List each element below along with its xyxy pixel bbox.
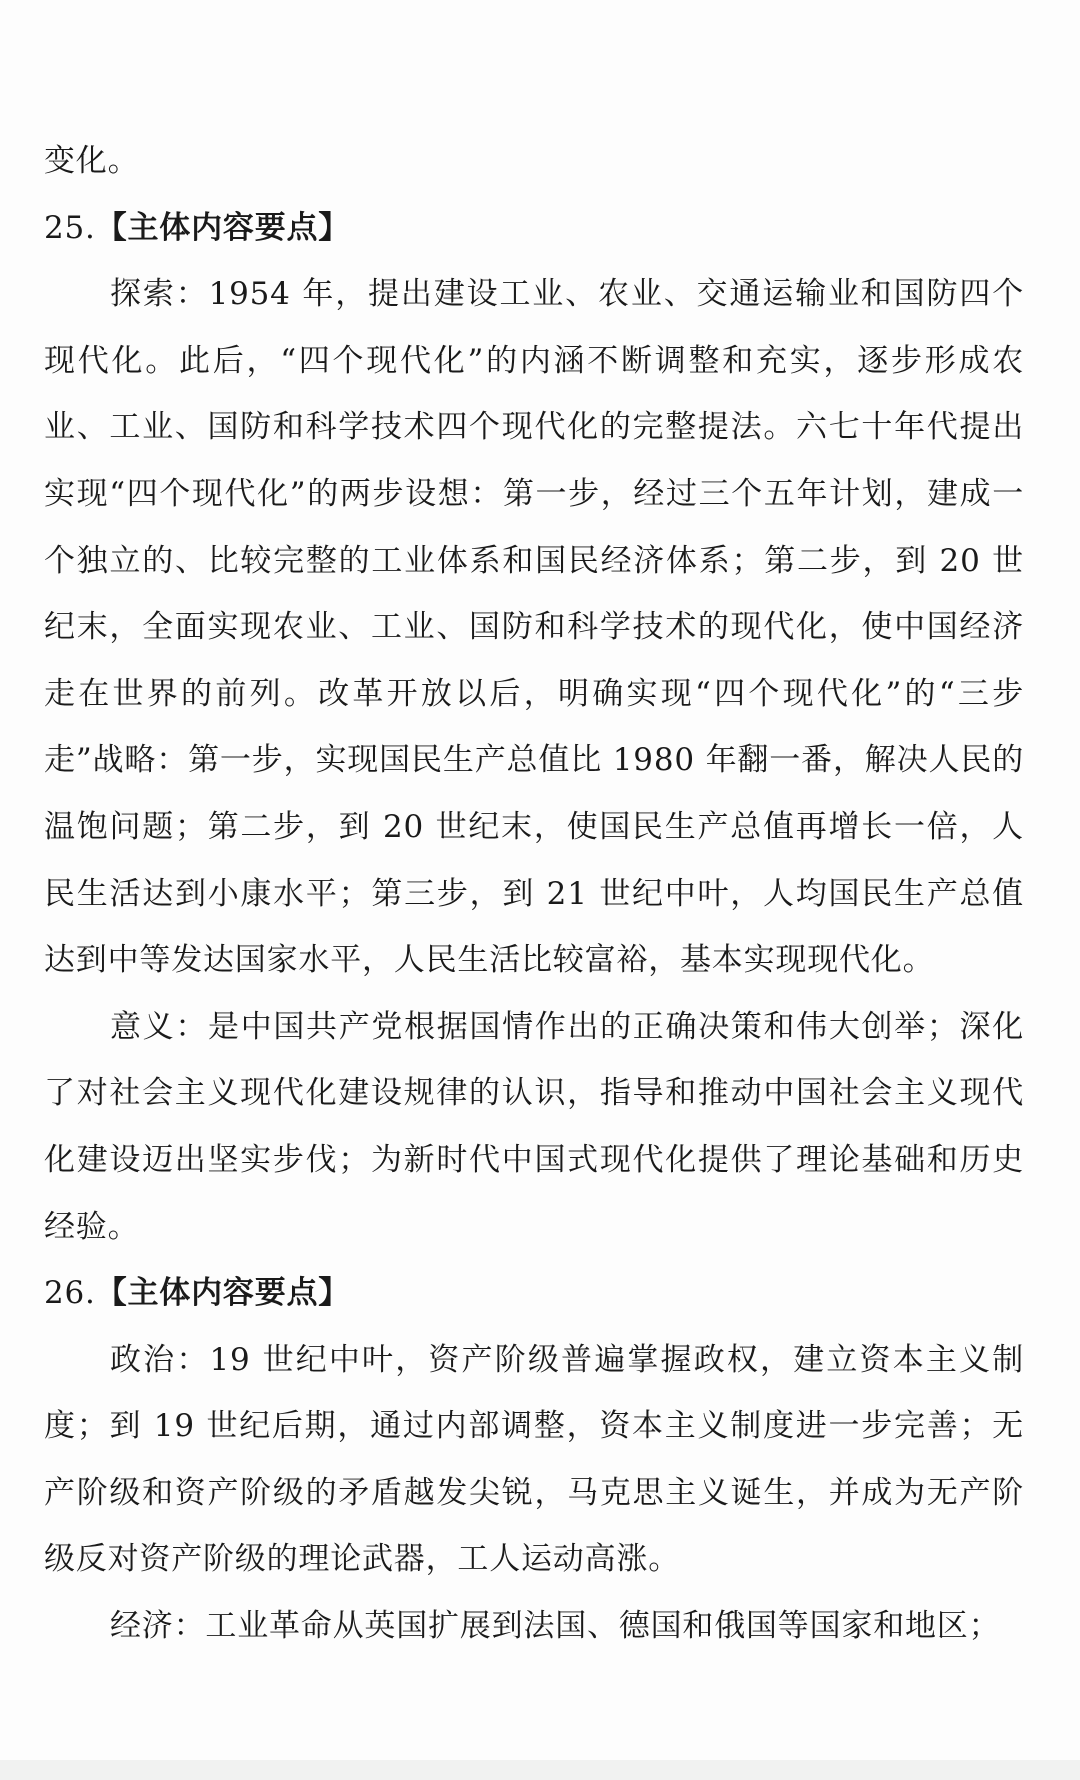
document-body bbox=[44, 128, 1024, 1660]
section-25-exploration-paragraph bbox=[44, 261, 1024, 994]
section-26-politics-paragraph bbox=[44, 1327, 1024, 1593]
exploration-text: 1954 年，提出建设工业、农业、交通运输业和国防四个现代化。此后，“四个现代化”的内涵不断调整和充实，逐步形成农业、工业、国防和科学技术四个现代化的完整提法。六七十年代提出实现“四个现代化”的两步设想：第一步，经过三个五年计划，建成一个独立的、比较完整的工业体系和国民经济体系；第二步，到 20 世纪末，全面实现农业、工业、国防和科学技术的现代化，使中国经济走在世界的前列。改革开放以后，明确实现“四个现代化”的“三步走”战略：第一步，实现国民生产总值比 1980 年翻一番，解决人民的温饱问题；第二步，到 20 世纪末，使国民生产总值再增长一倍，人民生活达到小康水平；第三步，到 21 世纪中叶，人均国民生产总值达到中等发达国家水平，人民生活比较富裕，基本实现现代化。 bbox=[44, 276, 1024, 979]
section-25-title: 【主体内容要点】 bbox=[95, 209, 351, 246]
section-26-heading bbox=[44, 1260, 1024, 1327]
section-26-economy-paragraph bbox=[44, 1593, 1024, 1660]
economy-label: 经济： bbox=[110, 1608, 206, 1645]
significance-label: 意义： bbox=[110, 1008, 209, 1045]
economy-text: 工业革命从英国扩展到法国、德国和俄国等国家和地区； bbox=[205, 1608, 1001, 1645]
section-25-heading bbox=[44, 195, 1024, 262]
page-bottom-edge bbox=[0, 1760, 1080, 1780]
section-25-significance-paragraph bbox=[44, 994, 1024, 1260]
section-26-number: 26. bbox=[44, 1275, 96, 1312]
section-26-title: 【主体内容要点】 bbox=[95, 1275, 351, 1312]
politics-text: 19 世纪中叶，资产阶级普遍掌握政权，建立资本主义制度；到 19 世纪后期，通过内部调整，资本主义制度进一步完善；无产阶级和资产阶级的矛盾越发尖锐，马克思主义诞生，并成为无产阶级反对资产阶级的理论武器，工人运动高涨。 bbox=[44, 1341, 1024, 1578]
significance-text: 是中国共产党根据国情作出的正确决策和伟大创举；深化了对社会主义现代化建设规律的认识，指导和推动中国社会主义现代化建设迈出坚实步伐；为新时代中国式现代化提供了理论基础和历史经验。 bbox=[44, 1008, 1025, 1245]
intro-tail-line: 变化。 bbox=[44, 143, 140, 179]
politics-label: 政治： bbox=[110, 1341, 210, 1378]
exploration-label: 探索： bbox=[110, 276, 209, 313]
section-25-number: 25. bbox=[44, 209, 96, 246]
